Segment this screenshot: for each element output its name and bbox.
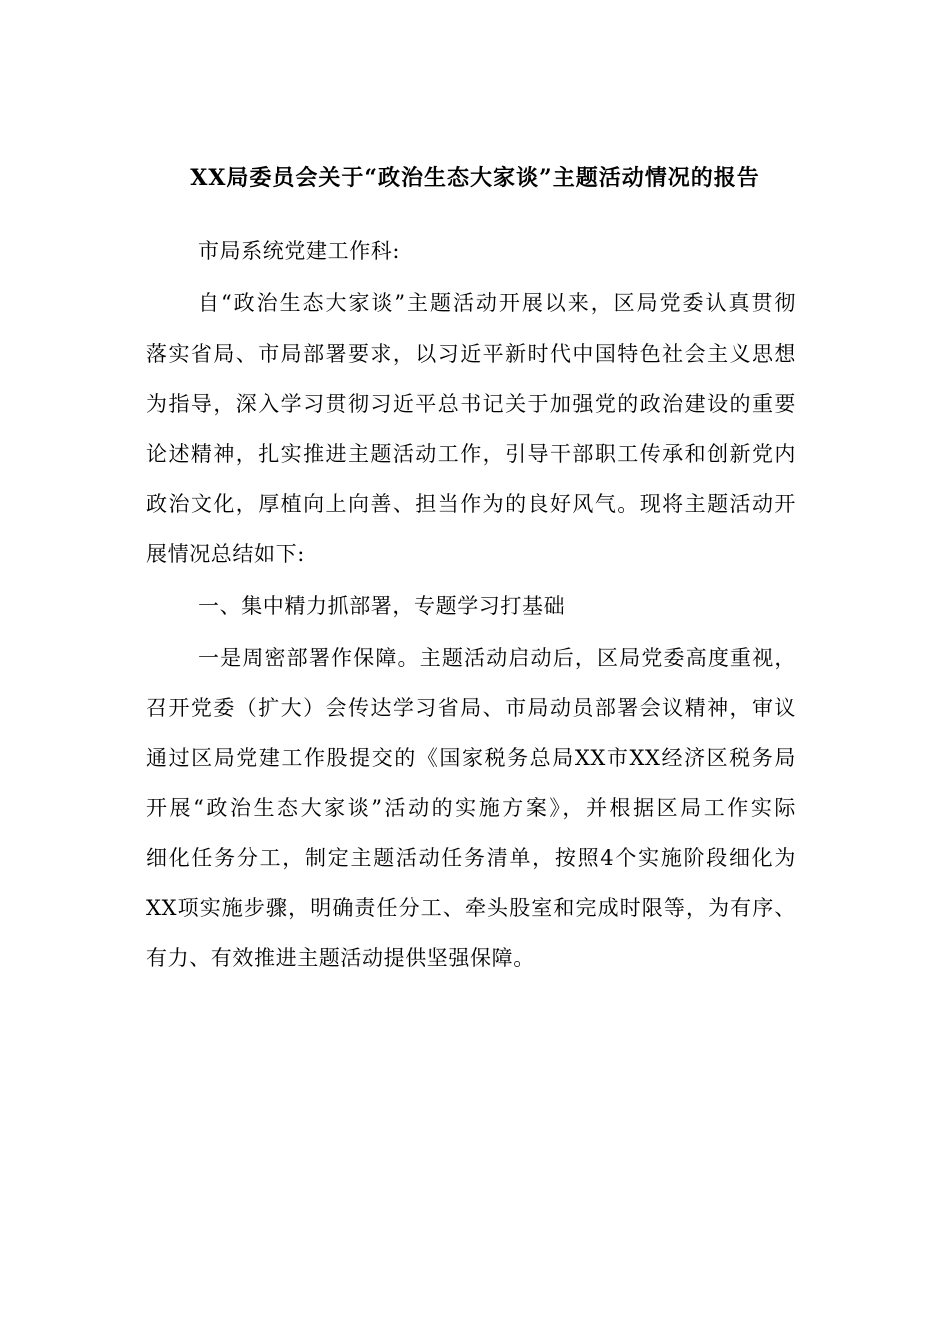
paragraph-line: XX项实施步骤，明确责任分工、牵头股室和完成时限等，为有序、 [146,896,796,920]
paragraph-line: 开展“政治生态大家谈”活动的实施方案》，并根据区局工作实际 [146,796,796,820]
paragraph-line: 自“政治生态大家谈”主题活动开展以来，区局党委认真贯彻 [198,291,796,315]
paragraph-line: 细化任务分工，制定主题活动任务清单，按照4个实施阶段细化为 [146,846,796,870]
salutation: 市局系统党建工作科: [198,239,401,263]
paragraph-line: 落实省局、市局部署要求，以习近平新时代中国特色社会主义思想 [146,342,796,366]
paragraph-line: 论述精神，扎实推进主题活动工作，引导干部职工传承和创新党内 [146,442,796,466]
paragraph-line: 政治文化，厚植向上向善、担当作为的良好风气。现将主题活动开 [146,492,796,516]
paragraph-line: 通过区局党建工作股提交的《国家税务总局XX市XX经济区税务局 [146,746,796,770]
document-title: XX局委员会关于“政治生态大家谈”主题活动情况的报告 [190,165,760,191]
paragraph-line: 展情况总结如下: [146,542,305,566]
paragraph-line: 召开党委（扩大）会传达学习省局、市局动员部署会议精神，审议 [146,696,796,720]
paragraph-line: 有力、有效推进主题活动提供坚强保障。 [146,946,535,970]
paragraph-line: 一是周密部署作保障。主题活动启动后，区局党委高度重视， [198,646,796,670]
section-heading: 一、集中精力抓部署，专题学习打基础 [198,594,566,618]
paragraph-line: 为指导，深入学习贯彻习近平总书记关于加强党的政治建设的重要 [146,392,796,416]
